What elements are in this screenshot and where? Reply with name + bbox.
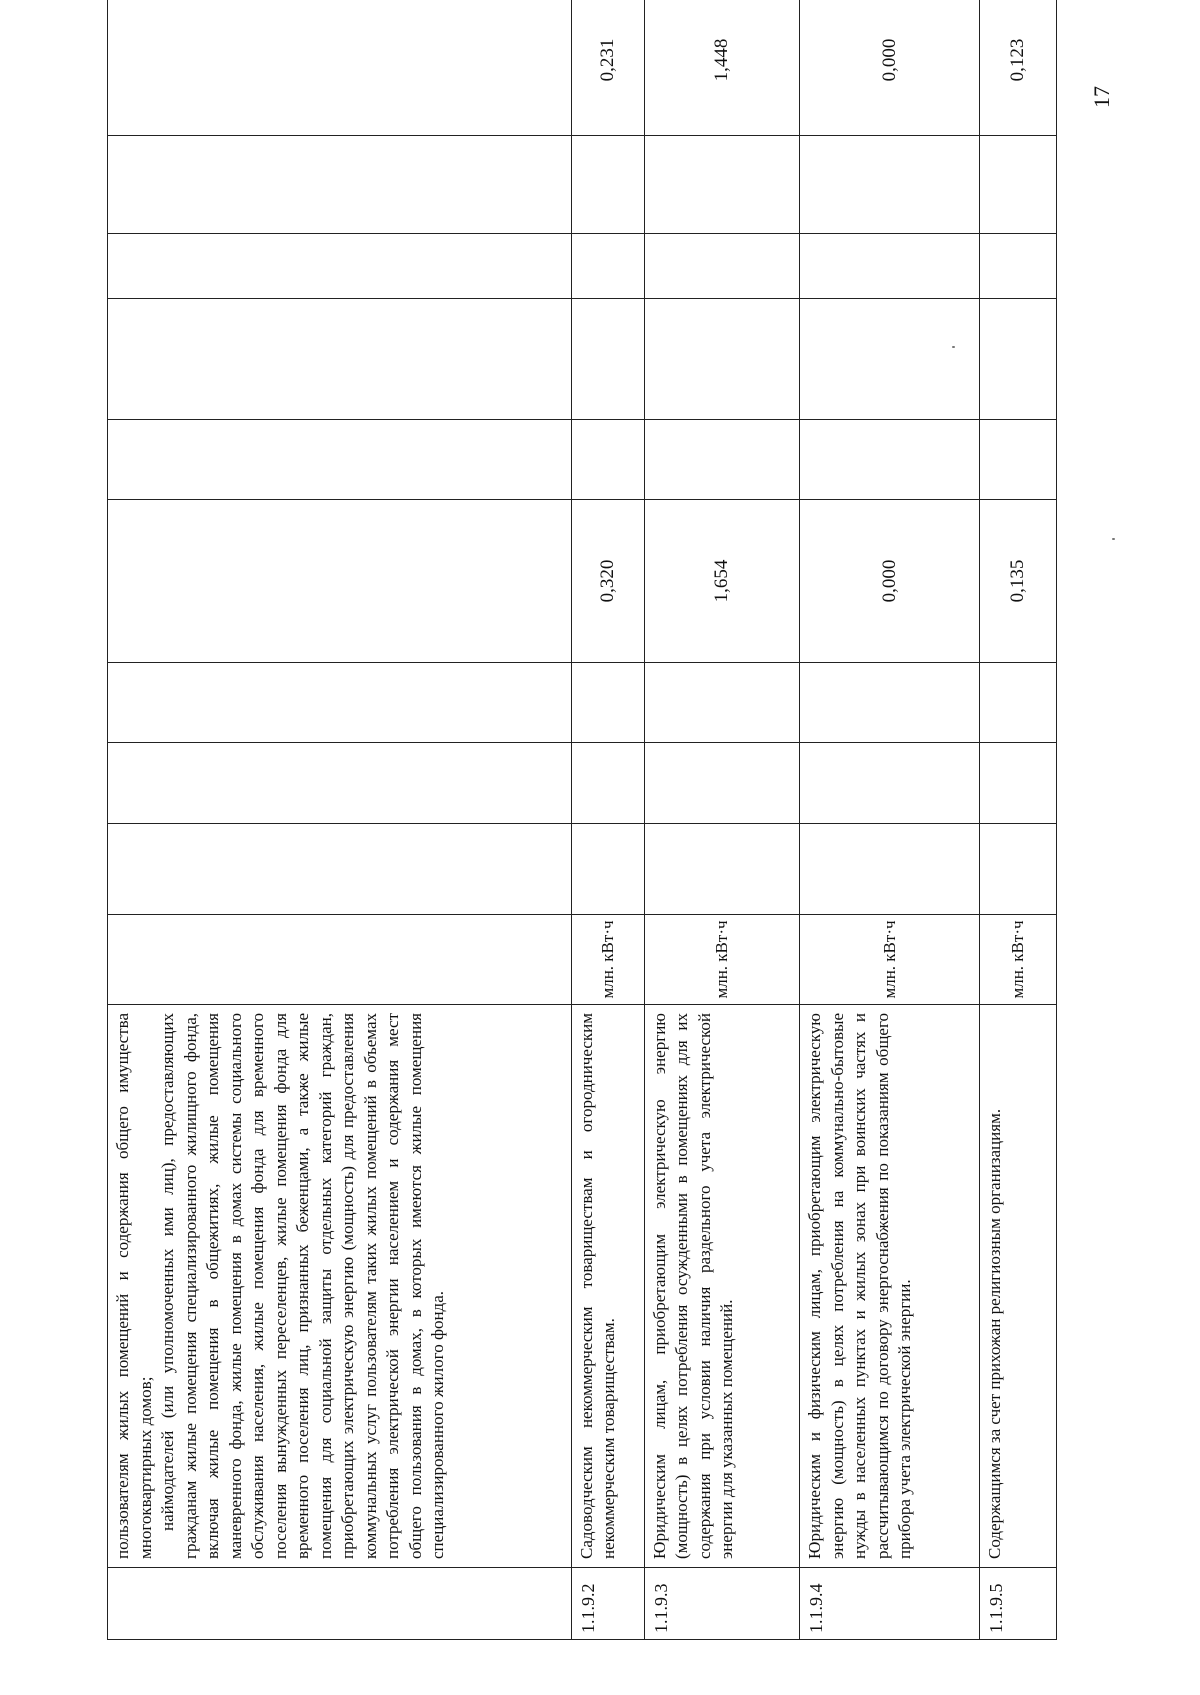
unit-cell: млн. кВт·ч — [571, 915, 644, 1005]
value-cell: 1,654 — [644, 500, 800, 663]
description-cell — [571, 1005, 644, 1568]
value-cell — [571, 234, 644, 299]
value-cell — [108, 0, 572, 136]
value-cell — [108, 299, 572, 420]
value-cell — [571, 299, 644, 420]
description-cell — [800, 1005, 979, 1568]
value-cell — [979, 663, 1056, 743]
value-cell: 0,135 — [979, 500, 1056, 663]
value-cell — [800, 824, 979, 915]
value-cell — [979, 824, 1056, 915]
value-cell — [644, 743, 800, 824]
table-row — [108, 0, 572, 1640]
unit-cell: млн. кВт·ч — [800, 915, 979, 1005]
value-cell — [800, 234, 979, 299]
description-paragraph: Юридическим лицам, приобретающим электрическую энергию (мощность) в целях потребления осужденными в помещениях для их содержания при условии наличия раздельного учета электрической энергии для указанных помещений. — [649, 1013, 737, 1559]
table-container — [107, 38, 1057, 1640]
table-row — [979, 0, 1056, 1640]
description-paragraph: Юридическим и физическим лицам, приобретающим электрическую энергию (мощность) в целях потребления на коммунально-бытовые нужды в населенных пунктах и жилых зонах при воинских частях и рассчитывающимся по договору энергоснабжения по показаниям общего прибора учета электрической энергии. — [805, 1013, 915, 1559]
value-cell: 0,000 — [800, 500, 979, 663]
value-cell — [571, 420, 644, 500]
value-cell — [979, 234, 1056, 299]
description-paragraph: наймодателей (или уполномоченных ими лиц), предоставляющих гражданам жилые помещения специализированного жилищного фонда, включая жилые помещения в общежитиях, жилые помещения маневренного фонда, жилые помещения в домах системы социального обслуживания населения, жилые помещения фонда для временного поселения вынужденных переселенцев, жилые помещения фонда для временного поселения лиц, признанных беженцами, а также жилые помещения для социальной защиты отдельных категорий граждан, приобретающих электрическую энергию (мощность) для предоставления коммунальных услуг пользователям таких жилых помещений в объемах потребления электрической энергии населением и содержания мест общего пользования в домах, в которых имеются жилые помещения специализированного жилого фонда. — [158, 1013, 447, 1559]
item-number-cell — [108, 1568, 572, 1640]
description-paragraph: Садоводческим некоммерческим товариществам и огородническим некоммерческим товариществам. — [576, 1013, 619, 1559]
value-cell — [571, 663, 644, 743]
value-cell — [979, 136, 1056, 234]
value-cell — [108, 420, 572, 500]
value-cell — [108, 743, 572, 824]
tariff-table — [107, 0, 1057, 1640]
value-cell — [644, 299, 800, 420]
scan-speck — [1112, 538, 1115, 540]
scan-speck — [952, 346, 955, 348]
value-cell — [800, 299, 979, 420]
item-number-cell: 1.1.9.4 — [800, 1568, 979, 1640]
value-cell — [979, 743, 1056, 824]
description-cell — [108, 1005, 572, 1568]
value-cell — [644, 234, 800, 299]
value-cell — [979, 299, 1056, 420]
value-cell — [108, 500, 572, 663]
table-row — [571, 0, 644, 1640]
description-paragraph: Содержащимся за счет прихожан религиозным организациям. — [984, 1108, 1004, 1559]
value-cell — [108, 136, 572, 234]
description-cell — [644, 1005, 800, 1568]
value-cell — [644, 420, 800, 500]
value-cell: 0,231 — [571, 0, 644, 136]
value-cell — [800, 663, 979, 743]
item-number-cell: 1.1.9.2 — [571, 1568, 644, 1640]
value-cell — [644, 136, 800, 234]
value-cell: 1,448 — [644, 0, 800, 136]
value-cell — [108, 824, 572, 915]
value-cell — [108, 663, 572, 743]
value-cell: 0,123 — [979, 0, 1056, 136]
item-number-cell: 1.1.9.5 — [979, 1568, 1056, 1640]
value-cell — [800, 136, 979, 234]
unit-cell — [108, 915, 572, 1005]
unit-cell: млн. кВт·ч — [979, 915, 1056, 1005]
value-cell — [800, 743, 979, 824]
value-cell — [108, 234, 572, 299]
description-cell — [979, 1005, 1056, 1568]
item-number-cell: 1.1.9.3 — [644, 1568, 800, 1640]
value-cell — [571, 743, 644, 824]
value-cell — [571, 824, 644, 915]
value-cell: 0,320 — [571, 500, 644, 663]
description-paragraph: пользователям жилых помещений и содержания общего имущества многоквартирных домов; — [113, 1013, 155, 1559]
value-cell — [571, 136, 644, 234]
value-cell — [644, 663, 800, 743]
value-cell — [979, 420, 1056, 500]
table-row — [644, 0, 800, 1640]
value-cell: 0,000 — [800, 0, 979, 136]
unit-cell: млн. кВт·ч — [644, 915, 800, 1005]
page-number: 17 — [1089, 86, 1114, 108]
value-cell — [800, 420, 979, 500]
value-cell — [644, 824, 800, 915]
table-row — [800, 0, 979, 1640]
